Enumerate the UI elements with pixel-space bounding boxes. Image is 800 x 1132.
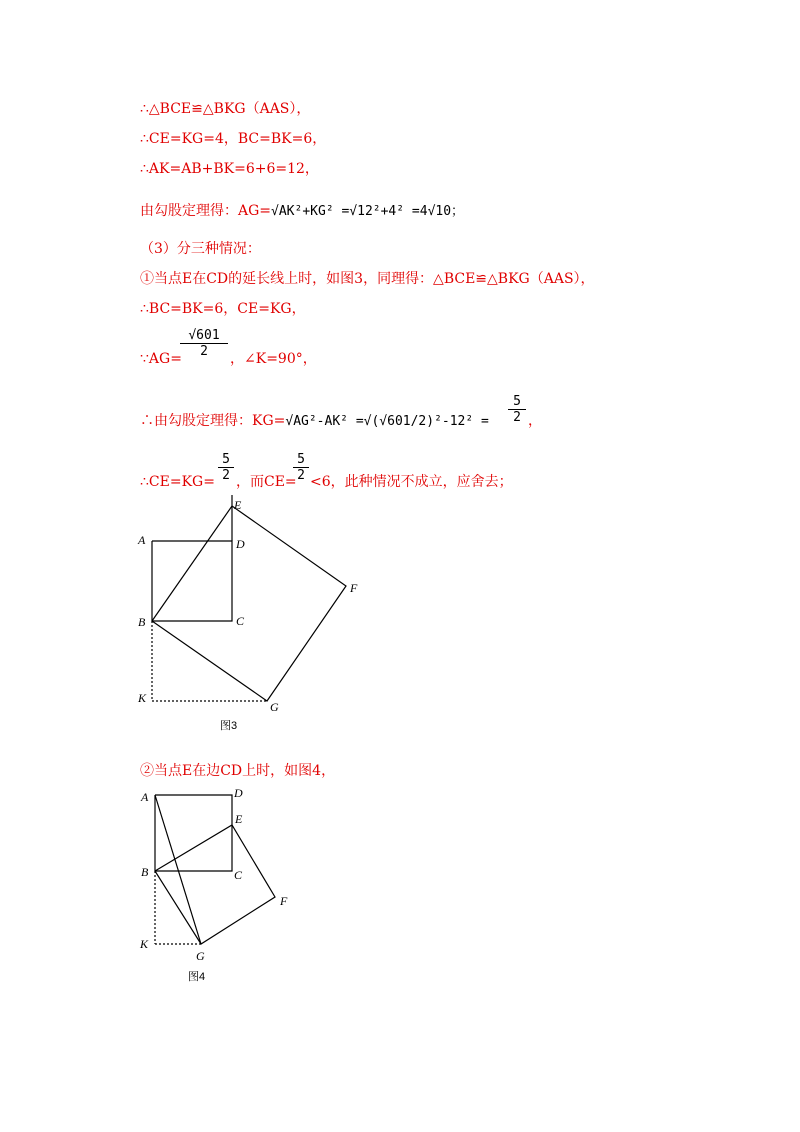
line-congruence-1: ∴△BCE≌△BKG（AAS）， <box>140 101 311 117</box>
line-kg-end: ， <box>528 413 542 429</box>
label-a: A <box>141 790 149 804</box>
kg-expression: √AG²-AK² =√(√601/2)²-12² = <box>285 414 489 429</box>
fraction-ag <box>180 328 228 359</box>
label-b: B <box>141 865 149 879</box>
label-c: C <box>236 614 245 628</box>
line-ce-kg-conclusion: ∴CE=KG= <box>140 474 215 490</box>
label-b: B <box>138 615 146 629</box>
line-three-cases: （3）分三种情况： <box>140 241 261 257</box>
segment-be <box>152 506 232 621</box>
label-c: C <box>234 868 243 882</box>
fraction-numerator: √601 <box>180 328 228 344</box>
line-ak: ∴AK=AB+BK=6+6=12， <box>140 161 319 177</box>
line-kg-pythagoras: ∴由勾股定理得：KG=√AG²-AK² =√(√601/2)²-12² = <box>140 413 489 429</box>
line-angle-k: ，∠K=90°， <box>230 351 317 367</box>
fraction-ce-2: $\frac{5}{2}$ <box>293 452 309 483</box>
label-g: G <box>270 700 279 714</box>
fraction-denominator: 2 <box>200 344 208 359</box>
ag-expression: √AK²+KG² =√12²+4² =4√10； <box>271 204 465 219</box>
square-befg <box>155 825 275 944</box>
line-ce-then: ，而CE= <box>236 474 297 490</box>
fraction-kg: $\frac{5}{2}$ <box>508 394 526 425</box>
segment-ag <box>155 795 201 944</box>
label-e: E <box>234 498 242 512</box>
line-reject: <6，此种情况不成立，应舍去； <box>310 474 513 490</box>
fraction-ce-1: $\frac{5}{2}$ <box>218 452 234 483</box>
label-e: E <box>235 812 243 826</box>
label-d: D <box>234 786 243 800</box>
label-a: A <box>138 533 146 547</box>
figure-4-caption: 图4 <box>188 971 206 983</box>
label-f: F <box>350 581 358 595</box>
line-ag-value: ∵AG= <box>140 351 182 367</box>
line-case-1: ①当点E在CD的延长线上时，如图3，同理得：△BCE≌△BKG（AAS）， <box>140 271 595 287</box>
figure-3-caption: 图3 <box>220 720 238 732</box>
square-abcd <box>152 541 232 621</box>
figure-4-diagram <box>130 784 310 994</box>
line-ag-pythagoras: 由勾股定理得：AG=√AK²+KG² =√12²+4² =4√10； <box>140 203 465 219</box>
label-k: K <box>138 691 147 705</box>
label-f: F <box>280 894 288 908</box>
label-k: K <box>140 937 149 951</box>
label-d: D <box>236 537 245 551</box>
line-bc-bk: ∴BC=BK=6，CE=KG， <box>140 301 306 317</box>
line-ce-kg: ∴CE=KG=4，BC=BK=6， <box>140 131 327 147</box>
square-befg <box>152 506 346 701</box>
label-g: G <box>196 949 205 963</box>
line-case-2: ②当点E在边CD上时，如图4， <box>140 763 336 779</box>
figure-3-diagram <box>130 490 370 740</box>
